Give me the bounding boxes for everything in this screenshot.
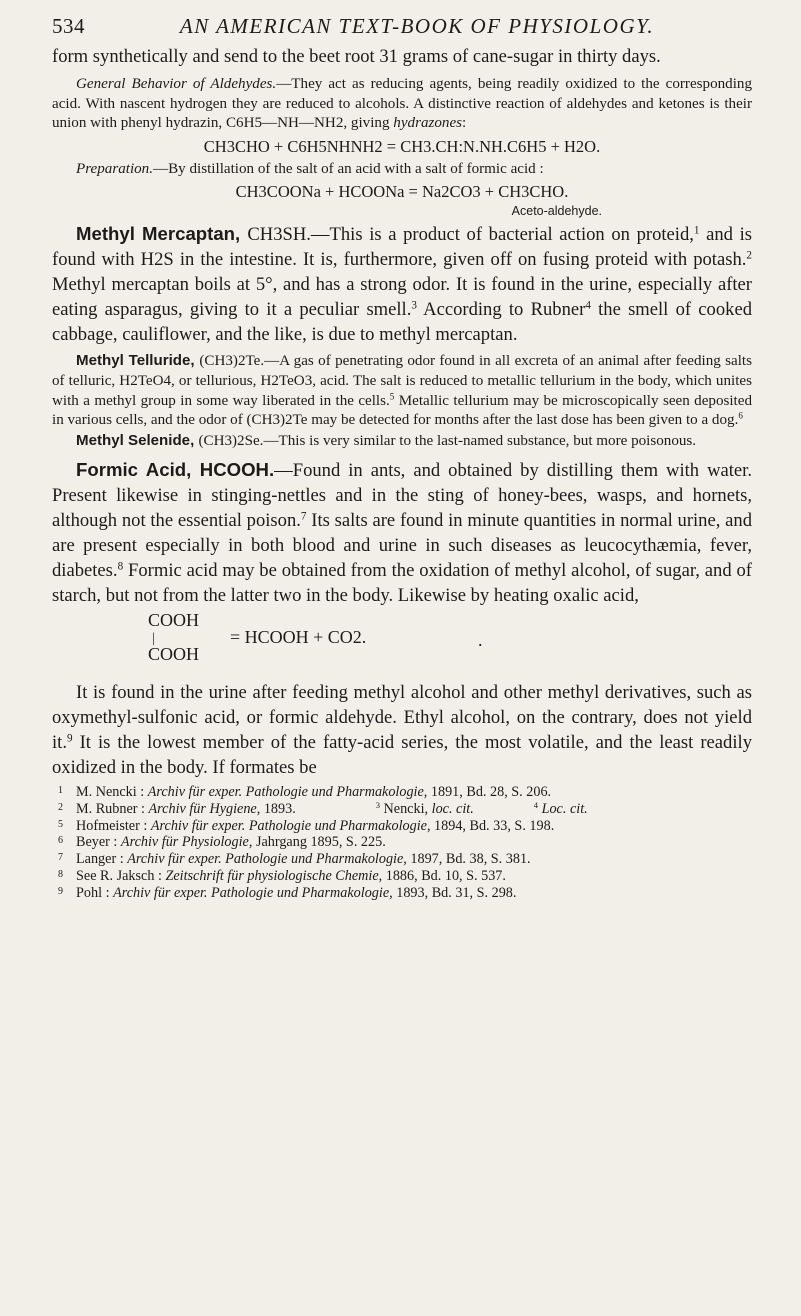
final-text-b: It is the lowest member of the fatty-acid series, the most volatile, and the least readily oxidized in the body. If formates be [52, 732, 752, 779]
footnote [52, 784, 752, 801]
book-page [52, 14, 752, 901]
hydrazone-equation: CH3CHO + C6H5NHNH2 = CH3.CH:N.NH.C6H5 + H2O. [203, 136, 601, 156]
footnote-author: M. Nencki : [76, 784, 148, 801]
continuation-text: form synthetically and send to the beet root 31 grams of cane-sugar in thirty days. [52, 46, 661, 67]
continuation-paragraph [52, 44, 752, 69]
footnote-number: 5 [58, 818, 63, 830]
footnote-ref[interactable]: 5 [389, 391, 395, 402]
telluride-text-a: (CH3)2Te.—A gas of penetrating odor found in all excreta of an animal after feeding salts of telluric, H2TeO4, or tellurious, H2TeO3, acid. The salt is reduced to metallic tellurium in the body, which unites with a methyl group in some way liberated in the cells. [52, 353, 752, 409]
mercaptan-text-b: and is found with H2S in the intestine. It is, furthermore, given off on fusing proteid with potash. [52, 224, 752, 271]
formic-heading: Formic Acid, HCOOH. [76, 459, 275, 481]
oxalic-acid-equation [52, 610, 752, 674]
mercaptan-paragraph [52, 221, 752, 347]
cooh-top: COOH [148, 610, 200, 631]
preparation-paragraph [52, 160, 752, 180]
footnote-number: 4 [533, 799, 539, 810]
footnote [52, 834, 752, 851]
preparation-equation: CH3COONa + HCOONa = Na2CO3 + CH3CHO. [235, 182, 569, 202]
footnote [52, 851, 752, 868]
telluride-heading: Methyl Telluride, [76, 352, 200, 370]
aldehydes-heading: General Behavior of Aldehydes. [76, 76, 277, 92]
hydrazones-term: hydrazones [393, 115, 463, 132]
footnote-journal: Archiv für exper. Pathologie und Pharmakologie [127, 851, 404, 868]
footnote-details: , 1891, Bd. 28, S. 206. [423, 784, 552, 801]
footnote-details: , 1894, Bd. 33, S. 198. [426, 817, 555, 834]
footnote [52, 885, 752, 902]
footnote-inline [376, 801, 474, 817]
footnote-inline [534, 801, 588, 817]
footnote-number: 6 [58, 835, 63, 847]
footnote [52, 868, 752, 885]
footnote-author: Pohl : [76, 884, 114, 901]
footnote-number: 2 [58, 802, 63, 814]
page-header [52, 14, 752, 44]
final-paragraph [52, 680, 752, 780]
oxalic-products: = HCOOH + CO2. [230, 627, 367, 648]
footnote-ref[interactable]: 3 [411, 299, 417, 312]
footnote-details: , 1893, Bd. 31, S. 298. [389, 884, 517, 901]
telluride-text-b: Metallic tellurium may be microscopically seen deposited in various cells, and the odor of (CH3)2Te may be detected for months after the last dose has been given to a dog. [52, 392, 753, 429]
footnote-journal: Archiv für Physiologie [120, 834, 249, 851]
mercaptan-text-e: the smell of cooked cabbage, cauliflower, and the like, is due to methyl mercaptan. [52, 299, 752, 346]
final-text-a: It is found in the urine after feeding methyl alcohol and other methyl derivatives, such as oxymethyl-sulfonic acid, or formic aldehyde. Ethyl alcohol, on the contrary, does not yield it. [52, 682, 752, 754]
bond-line: | [152, 631, 155, 647]
footnotes [52, 784, 752, 901]
footnote-number: 7 [58, 852, 63, 864]
footnote-author: Langer : [76, 851, 128, 868]
stray-mark: . [478, 630, 483, 651]
footnote-journal: Archiv für exper. Pathologie und Pharmakologie [147, 784, 424, 801]
footnote-details: , Jahrgang 1895, S. 225. [248, 834, 386, 851]
aldehydes-text-a: —They act as reducing agents, being readily oxidized to the corresponding acid. With nascent hydrogen they are reduced to alcohols. A distinctive reaction of aldehydes and ketones is their union with phenyl hydrazin, [52, 76, 753, 132]
footnote-author: See R. Jaksch : [76, 867, 166, 884]
selenide-paragraph [52, 431, 752, 452]
page-number: 534 [52, 14, 85, 38]
footnote-author: Beyer : [76, 834, 121, 851]
footnote-details: , 1897, Bd. 38, S. 381. [403, 851, 531, 868]
aldehydes-text-b: , giving [343, 115, 394, 132]
selenide-text: (CH3)2Se.—This is very similar to the last-named substance, but more poisonous. [198, 432, 697, 449]
footnote [52, 818, 752, 835]
aldehydes-paragraph [52, 75, 752, 134]
mercaptan-heading: Methyl Mercaptan, [76, 223, 248, 245]
footnote [52, 801, 752, 818]
mercaptan-formula: CH3SH. [247, 224, 311, 246]
footnote-author: M. Rubner : [76, 801, 149, 818]
footnote-journal: Archiv für Hygiene [148, 801, 257, 818]
footnote-journal: Zeitschrift für physiologische Chemie [165, 867, 379, 884]
formic-text-c: Formic acid may be obtained from the oxidation of methyl alcohol, of sugar, and of starch, but not from the latter two in the body. Likewise by heating oxalic acid, [52, 560, 752, 607]
footnote-ref[interactable]: 9 [66, 732, 73, 745]
footnote-journal: Archiv für exper. Pathologie und Pharmakologie [113, 884, 390, 901]
footnote-journal: Loc. cit. [541, 801, 588, 818]
footnote-journal: loc. cit. [431, 801, 474, 818]
footnote-details: , 1886, Bd. 10, S. 537. [378, 867, 506, 884]
mercaptan-text-c: Methyl mercaptan boils at 5°, and has a strong odor. It is found in the urine, especially after eating asparagus, giving to it a peculiar smell. [52, 274, 752, 321]
cooh-bottom: COOH [148, 644, 200, 665]
mercaptan-text-a: —This is a product of bacterial action on proteid, [310, 224, 694, 246]
aceto-aldehyde-label: Aceto-aldehyde. [511, 204, 602, 219]
running-title: AN AMERICAN TEXT-BOOK OF PHYSIOLOGY. [179, 14, 655, 38]
mercaptan-text-d: According to Rubner [416, 299, 586, 321]
formic-paragraph [52, 457, 752, 608]
footnote-ref[interactable]: 8 [117, 560, 124, 573]
footnote-ref[interactable]: 6 [738, 410, 743, 421]
footnote-number: 8 [58, 868, 63, 880]
footnote-ref[interactable]: 1 [693, 224, 700, 237]
selenide-heading: Methyl Selenide, [76, 431, 199, 449]
footnote-ref[interactable]: 2 [746, 249, 752, 262]
aldehydes-text-c: : [462, 115, 467, 132]
formic-text-b: Its salts are found in minute quantities in normal urine, and are present especially in both blood and urine in such diseases as leucocythæmia, fever, diabetes. [52, 510, 752, 582]
footnote-author: Nencki, [383, 801, 432, 818]
telluride-paragraph [52, 351, 752, 430]
footnote-number: 3 [375, 799, 380, 810]
phenyl-hydrazin-formula: C6H5—NH—NH2 [225, 115, 344, 132]
footnote-details: , 1893. [256, 801, 296, 818]
footnote-journal: Archiv für exper. Pathologie und Pharmakologie [150, 817, 427, 834]
footnote-author: Hofmeister : [76, 817, 151, 834]
footnote-ref[interactable]: 4 [585, 299, 591, 312]
formic-text-a: —Found in ants, and obtained by distilling them with water. Present likewise in stinging-nettles and in the sting of honey-bees, wasps, and hornets, although not the essential poison. [52, 460, 752, 532]
preparation-heading: Preparation. [76, 160, 154, 177]
footnote-number: 1 [58, 785, 63, 797]
footnote-ref[interactable]: 7 [300, 510, 307, 523]
preparation-text: —By distillation of the salt of an acid with a salt of formic acid : [153, 160, 544, 177]
footnote-number: 9 [58, 885, 63, 897]
